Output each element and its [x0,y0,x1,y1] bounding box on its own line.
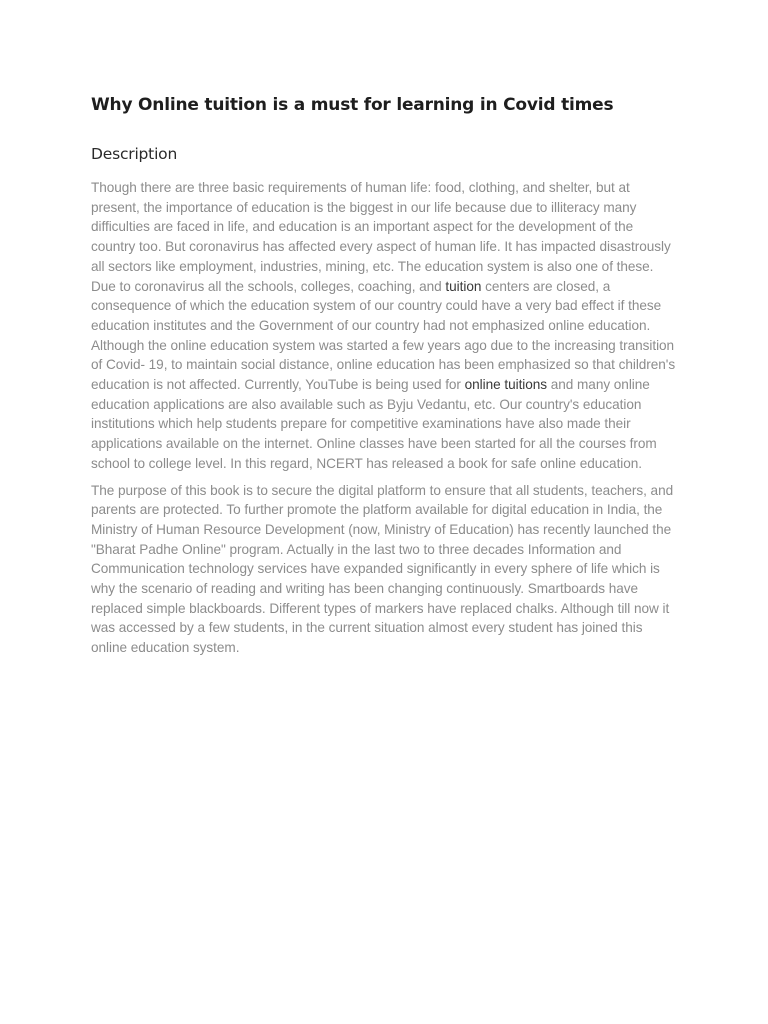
paragraph-1-text-a: Though there are three basic requirements of human life: food, clothing, and shelter, but at present, the importance of education is the biggest in our life because due to illiteracy many difficulties are faced in life, and education is an important aspect for the development of the country too. But coronavirus has affected every aspect of human life. It has impacted disastrously all sectors like employment, industries, mining, etc. The education system is also one of these. Due to coronavirus all the schools, colleges, coaching, and [91,180,671,294]
section-heading-description: Description [91,145,178,163]
description-paragraph-1 [91,178,681,474]
paragraph-1-text-c: and many online education applications are also available such as Byju Vedantu, etc. Our country's education institutions which help students prepare for competitive examinations have also made their applications available on the internet. Online classes have been started for all the courses from school to college level. In this regard, NCERT has released a book for safe online education. [91,377,657,471]
paragraph-1-text-b: centers are closed, a consequence of which the education system of our country could have a very bad effect if these education institutes and the Government of our country had not emphasized online education. Although the online education system was started a few years ago due to the increasing transition of Covid- 19, to maintain social distance, online education has been emphasized so that children's education is not affected. Currently, YouTube is being used for [91,278,676,393]
online-tuitions-link[interactable]: online tuitions [464,377,548,393]
page-title: Why Online tuition is a must for learning in Covid times [91,95,614,115]
description-paragraph-2: The purpose of this book is to secure the digital platform to ensure that all students, teachers, and parents are protected. To further promote the platform available for digital education in India, the Ministry of Human Resource Development (now, Ministry of Education) has recently launched the "Bharat Padhe Online" program. Actually in the last two to three decades Information and Communication technology services have expanded significantly in every sphere of life which is why the scenario of reading and writing has been changing continuously. Smartboards have replaced simple blackboards. Different types of markers have replaced chalks. Although till now it was accessed by a few students, in the current situation almost every student has joined this online education system. [91,482,674,656]
document-page [91,92,681,658]
tuition-link[interactable]: tuition [445,278,482,294]
